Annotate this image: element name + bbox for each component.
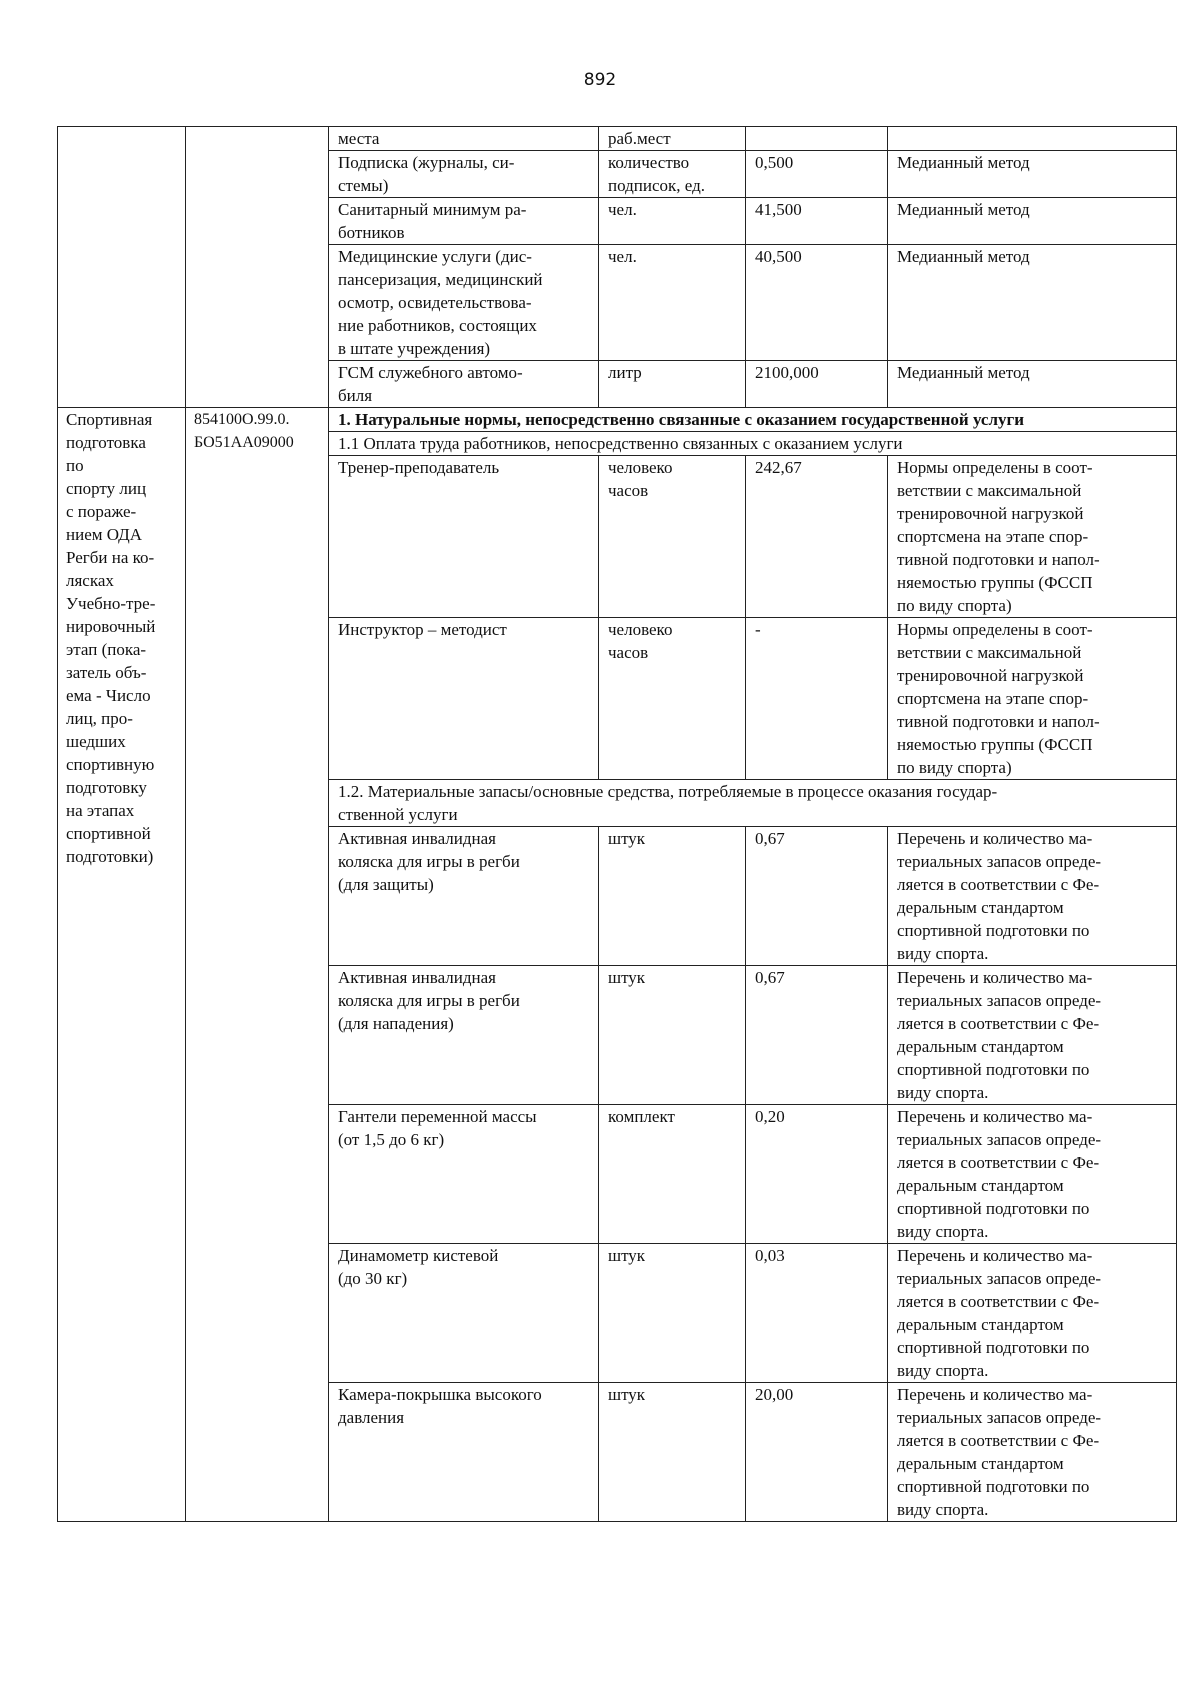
resource-value: 41,500 (746, 198, 888, 245)
resource-method: Нормы определены в соот- ветствии с максимальной тренировочной нагрузкой спортсмена на этапе спор- тивной подготовки и напол- няемостью группы (ФССП по виду спорта) (888, 618, 1177, 780)
service-code: 854100О.99.0. БО51АА09000 (186, 408, 329, 1522)
resource-name: Инструктор – методист (329, 618, 599, 780)
resource-name: Санитарный минимум ра- ботников (329, 198, 599, 245)
resource-method: Медианный метод (888, 198, 1177, 245)
resource-method: Перечень и количество ма- териальных запасов опреде- ляется в соответствии с Фе- деральным стандартом спортивной подготовки по виду спорта. (888, 966, 1177, 1105)
resource-value: 2100,000 (746, 361, 888, 408)
resource-unit: раб.мест (599, 127, 746, 151)
resource-value: 0,67 (746, 827, 888, 966)
resource-method (888, 127, 1177, 151)
resource-unit: чел. (599, 198, 746, 245)
resource-unit: количество подписок, ед. (599, 151, 746, 198)
resource-name: Медицинские услуги (дис- пансеризация, медицинский осмотр, освидетельствова- ние работников, состоящих в штате учреждения) (329, 245, 599, 361)
resource-method: Перечень и количество ма- териальных запасов опреде- ляется в соответствии с Фе- деральным стандартом спортивной подготовки по виду спорта. (888, 827, 1177, 966)
resource-value: 242,67 (746, 456, 888, 618)
resource-method: Медианный метод (888, 361, 1177, 408)
resource-name: места (329, 127, 599, 151)
resource-name: ГСМ служебного автомо- биля (329, 361, 599, 408)
resource-method: Медианный метод (888, 245, 1177, 361)
section-title: 1. Натуральные нормы, непосредственно связанные с оказанием государственной услуги (329, 408, 1177, 432)
resource-value: 0,500 (746, 151, 888, 198)
norms-table (57, 126, 1177, 1522)
subsection-title: 1.2. Материальные запасы/основные средства, потребляемые в процессе оказания государ- ственной услуги (329, 780, 1177, 827)
table-row (58, 127, 1177, 151)
resource-value: 40,500 (746, 245, 888, 361)
resource-name: Тренер-преподаватель (329, 456, 599, 618)
resource-method: Медианный метод (888, 151, 1177, 198)
resource-name: Активная инвалидная коляска для игры в регби (для защиты) (329, 827, 599, 966)
resource-value: 20,00 (746, 1383, 888, 1522)
resource-name: Подписка (журналы, си- стемы) (329, 151, 599, 198)
resource-method: Перечень и количество ма- териальных запасов опреде- ляется в соответствии с Фе- деральным стандартом спортивной подготовки по виду спорта. (888, 1383, 1177, 1522)
resource-value: - (746, 618, 888, 780)
table-row (58, 408, 1177, 432)
service-name: Спортивная подготовка по спорту лиц с пораже- нием ОДА Регби на ко- лясках Учебно-тре- нировочный этап (пока- затель объ- ема - Число лиц, про- шедших спортивную подготовку на этапах спортивной подготовки) (58, 408, 186, 1522)
resource-unit: человеко часов (599, 456, 746, 618)
resource-value (746, 127, 888, 151)
resource-name: Гантели переменной массы (от 1,5 до 6 кг) (329, 1105, 599, 1244)
empty-code-cell (186, 127, 329, 408)
resource-unit: штук (599, 827, 746, 966)
resource-unit: литр (599, 361, 746, 408)
resource-method: Перечень и количество ма- териальных запасов опреде- ляется в соответствии с Фе- деральным стандартом спортивной подготовки по виду спорта. (888, 1105, 1177, 1244)
resource-unit: штук (599, 1383, 746, 1522)
resource-name: Камера-покрышка высокого давления (329, 1383, 599, 1522)
resource-name: Динамометр кистевой (до 30 кг) (329, 1244, 599, 1383)
page-number: 892 (583, 70, 617, 90)
subsection-title: 1.1 Оплата труда работников, непосредственно связанных с оказанием услуги (329, 432, 1177, 456)
resource-method: Перечень и количество ма- териальных запасов опреде- ляется в соответствии с Фе- деральным стандартом спортивной подготовки по виду спорта. (888, 1244, 1177, 1383)
resource-value: 0,20 (746, 1105, 888, 1244)
resource-unit: комплект (599, 1105, 746, 1244)
resource-unit: штук (599, 1244, 746, 1383)
resource-method: Нормы определены в соот- ветствии с максимальной тренировочной нагрузкой спортсмена на этапе спор- тивной подготовки и напол- няемостью группы (ФССП по виду спорта) (888, 456, 1177, 618)
empty-service-cell (58, 127, 186, 408)
resource-name: Активная инвалидная коляска для игры в регби (для нападения) (329, 966, 599, 1105)
resource-unit: человеко часов (599, 618, 746, 780)
resource-unit: чел. (599, 245, 746, 361)
resource-value: 0,03 (746, 1244, 888, 1383)
resource-value: 0,67 (746, 966, 888, 1105)
resource-unit: штук (599, 966, 746, 1105)
